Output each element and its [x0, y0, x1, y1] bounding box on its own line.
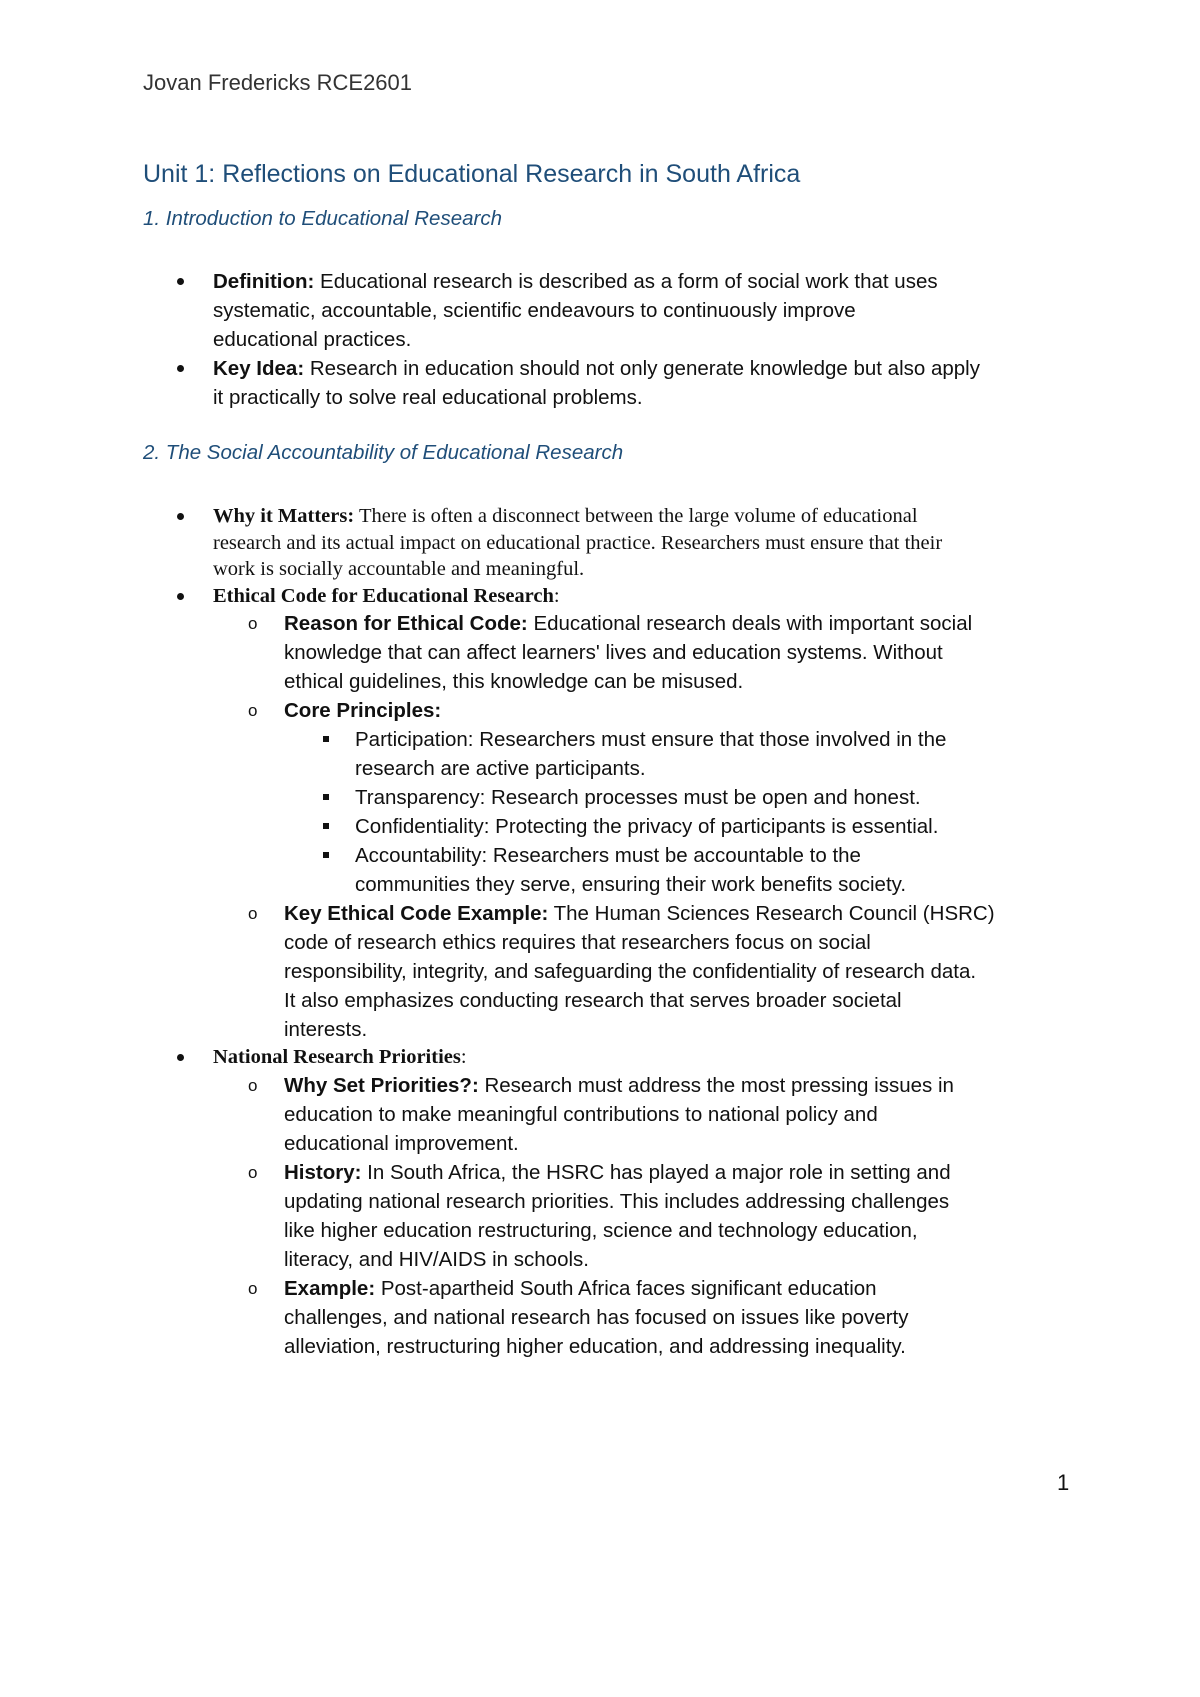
history-text: literacy, and HIV/AIDS in schools.	[284, 1248, 589, 1271]
circle-bullet-icon: o	[248, 1279, 258, 1298]
definition-text: Educational research is described as a form of social work that uses	[314, 270, 938, 293]
circle-bullet-icon: o	[248, 1076, 258, 1095]
example-text: alleviation, restructuring higher education, and addressing inequality.	[284, 1335, 906, 1358]
history-text: In South Africa, the HSRC has played a major role in setting and	[361, 1161, 951, 1184]
example-text: challenges, and national research has focused on issues like poverty	[284, 1306, 909, 1329]
bullet-dot-icon	[177, 1054, 184, 1061]
key-idea-text: Research in education should not only generate knowledge but also apply	[304, 357, 980, 380]
why-it-matters-text: work is socially accountable and meaningful.	[213, 558, 585, 580]
principle-text: research are active participants.	[355, 757, 646, 780]
key-ethical-code-text: code of research ethics requires that researchers focus on social	[284, 931, 871, 954]
definition-text: systematic, accountable, scientific endeavours to continuously improve	[213, 299, 856, 322]
square-bullet-icon	[323, 852, 329, 858]
national-priorities-label: National Research Priorities	[213, 1046, 461, 1068]
circle-bullet-icon: o	[248, 614, 258, 633]
ethical-code-label: Ethical Code for Educational Research	[213, 585, 554, 607]
principle-text: Confidentiality: Protecting the privacy of participants is essential.	[355, 815, 939, 838]
key-ethical-code-text: It also emphasizes conducting research that serves broader societal	[284, 989, 902, 1012]
why-set-priorities-label: Why Set Priorities?:	[284, 1074, 479, 1097]
key-ethical-code-text: responsibility, integrity, and safeguarding the confidentiality of research data.	[284, 960, 977, 983]
key-ethical-code-text: The Human Sciences Research Council (HSRC)	[548, 902, 995, 925]
principle-text: Transparency: Research processes must be open and honest.	[355, 786, 921, 809]
key-ethical-code-text: interests.	[284, 1018, 368, 1041]
why-it-matters-text: research and its actual impact on educational practice. Researchers must ensure that their	[213, 531, 943, 554]
why-it-matters-text: There is often a disconnect between the large volume of educational	[354, 505, 918, 527]
example-label: Example:	[284, 1277, 376, 1300]
definition-text: educational practices.	[213, 328, 412, 351]
bullet-dot-icon	[177, 278, 184, 285]
principle-text: Accountability: Researchers must be accountable to the	[355, 844, 861, 867]
why-it-matters-label: Why it Matters:	[213, 505, 355, 527]
reason-label: Reason for Ethical Code:	[284, 612, 528, 635]
core-principles-label: Core Principles	[284, 699, 435, 722]
definition-label: Definition:	[213, 270, 315, 293]
bullet-dot-icon	[177, 593, 184, 600]
why-set-priorities-text: Research must address the most pressing issues in	[478, 1074, 954, 1097]
section-2-heading: 2. The Social Accountability of Educational Research	[143, 441, 624, 464]
reason-text: knowledge that can affect learners' lives and education systems. Without	[284, 641, 943, 664]
key-ethical-code-label: Key Ethical Code Example:	[284, 902, 549, 925]
colon: :	[434, 699, 442, 722]
history-text: updating national research priorities. This includes addressing challenges	[284, 1190, 950, 1213]
square-bullet-icon	[323, 736, 329, 742]
page-number: 1	[1057, 1470, 1070, 1495]
key-idea-label: Key Idea:	[213, 357, 305, 380]
bullet-dot-icon	[177, 513, 184, 520]
circle-bullet-icon: o	[248, 1163, 258, 1182]
history-text: like higher education restructuring, science and technology education,	[284, 1219, 918, 1242]
circle-bullet-icon: o	[248, 701, 258, 720]
example-text: Post-apartheid South Africa faces significant education	[375, 1277, 877, 1300]
reason-text: Educational research deals with important social	[527, 612, 973, 635]
principle-text: communities they serve, ensuring their work benefits society.	[355, 873, 907, 896]
square-bullet-icon	[323, 794, 329, 800]
unit-title: Unit 1: Reflections on Educational Research in South Africa	[143, 160, 801, 188]
colon: :	[553, 585, 560, 607]
document-header: Jovan Fredericks RCE2601	[143, 70, 413, 95]
key-idea-text: it practically to solve real educational problems.	[213, 386, 643, 409]
principle-text: Participation: Researchers must ensure that those involved in the	[355, 728, 947, 751]
circle-bullet-icon: o	[248, 904, 258, 923]
bullet-dot-icon	[177, 365, 184, 372]
why-set-priorities-text: educational improvement.	[284, 1132, 519, 1155]
square-bullet-icon	[323, 823, 329, 829]
colon: :	[460, 1046, 467, 1068]
section-1-heading: 1. Introduction to Educational Research	[143, 207, 502, 230]
why-set-priorities-text: education to make meaningful contributions to national policy and	[284, 1103, 878, 1126]
history-label: History:	[284, 1161, 362, 1184]
reason-text: ethical guidelines, this knowledge can be misused.	[284, 670, 744, 693]
